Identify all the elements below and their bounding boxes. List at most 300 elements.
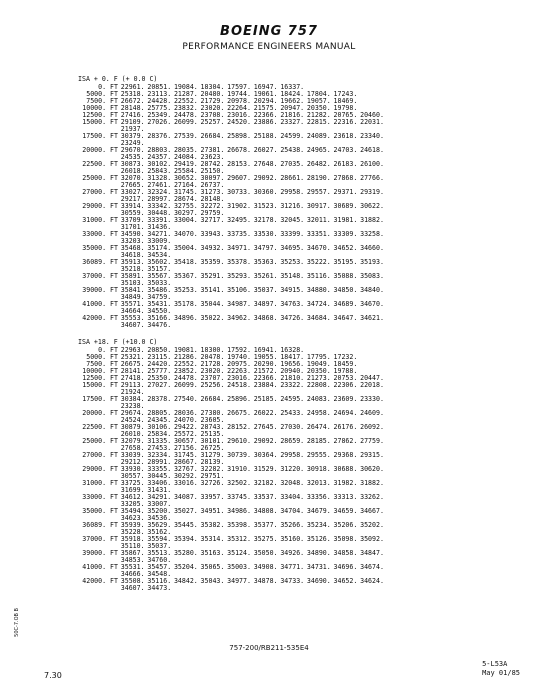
table-cell: 32726. — [200, 479, 225, 487]
table-cell: 35567. — [147, 272, 172, 280]
table-cell: 35228. — [120, 528, 145, 536]
table-cell: 26018. — [120, 167, 145, 175]
table-cell: 35867. — [120, 549, 145, 557]
table-cell: 19740. — [227, 353, 251, 361]
table-cell: 34759. — [147, 293, 172, 301]
table-cell: 31436. — [147, 223, 172, 231]
table-cell: 34951. — [200, 507, 225, 515]
table-cell: 24694. — [333, 409, 358, 417]
table-cell: 20460. — [360, 111, 384, 119]
table-cell: 23852. — [173, 367, 198, 375]
table-cell: 28805. — [147, 409, 172, 417]
table-cell: 19788. — [333, 367, 358, 375]
table-cell: 34473. — [147, 584, 172, 592]
table-cell: 21728. — [200, 360, 225, 368]
table-cell: 35103. — [120, 279, 145, 287]
isa-condition-label: ISA +18. F (+10.0 C) — [78, 338, 158, 346]
table-cell: 32070. — [120, 174, 145, 182]
table-cell: 31529. — [253, 465, 278, 473]
table-cell: 34915. — [280, 286, 305, 294]
table-cell: 35291. — [200, 272, 225, 280]
table-cell: 35092. — [360, 535, 384, 543]
table-cell: 35531. — [120, 563, 145, 571]
table-cell: 25135. — [200, 430, 225, 438]
table-cell: 20850. — [147, 346, 172, 354]
table-cell: 27766. — [360, 174, 384, 182]
table-cell: 25321. — [120, 353, 145, 361]
table-cell: 29212. — [120, 458, 145, 466]
table-cell: 31216. — [280, 202, 305, 210]
table-cell: 23322. — [280, 381, 305, 389]
table-cell: 24070. — [173, 416, 198, 424]
table-cell: 34897. — [253, 300, 278, 308]
table-cell: 34550. — [147, 307, 172, 315]
table-cell: 34695. — [280, 244, 305, 252]
table-cell: 35841. — [120, 286, 145, 294]
table-cell: 35314. — [200, 535, 225, 543]
table-cell: 34674. — [360, 563, 384, 571]
table-cell: 35234. — [306, 521, 331, 529]
table-cell: 30733. — [227, 188, 251, 196]
table-cell: 19662. — [280, 97, 305, 105]
table-cell: 16941. — [253, 346, 278, 354]
table-cell: 26099. — [173, 381, 198, 389]
table-cell: 21937. — [120, 125, 145, 133]
table-cell: 33537. — [253, 493, 278, 501]
table-cell: 28152. — [227, 423, 251, 431]
table-cell: 33745. — [227, 493, 251, 501]
table-cell: 30620. — [360, 465, 384, 473]
table-cell: 34607. — [120, 584, 145, 592]
table-cell: 20294. — [253, 97, 278, 105]
table-cell: 23618. — [333, 132, 358, 140]
table-cell: 34291. — [147, 493, 172, 501]
table-cell: 23609. — [333, 395, 358, 403]
table-cell: 35141. — [200, 286, 225, 294]
altitude-label: 27000. FT — [82, 188, 118, 196]
table-cell: 33399. — [280, 230, 305, 238]
page-number-left: 7.30 — [44, 671, 62, 680]
table-cell: 35106. — [227, 286, 251, 294]
table-cell: 29422. — [173, 423, 198, 431]
table-cell: 26474. — [306, 423, 331, 431]
table-cell: 30873. — [120, 160, 145, 168]
table-cell: 27461. — [147, 181, 172, 189]
table-cell: 34977. — [227, 577, 251, 585]
table-cell: 32048. — [280, 479, 305, 487]
table-cell: 32502. — [227, 479, 251, 487]
table-cell: 35162. — [147, 528, 172, 536]
table-cell: 22316. — [333, 118, 358, 126]
table-cell: 26100. — [360, 160, 384, 168]
table-cell: 34666. — [120, 570, 145, 578]
table-cell: 29557. — [306, 188, 331, 196]
table-cell: 26737. — [200, 181, 225, 189]
table-cell: 29113. — [120, 381, 145, 389]
table-cell: 23327. — [280, 118, 305, 126]
table-cell: 35280. — [173, 549, 198, 557]
table-cell: 33957. — [200, 493, 225, 501]
table-cell: 22264. — [227, 104, 251, 112]
table-cell: 22552. — [173, 97, 198, 105]
table-cell: 32334. — [147, 451, 172, 459]
table-cell: 30364. — [253, 451, 278, 459]
table-cell: 35629. — [147, 521, 172, 529]
table-cell: 33406. — [147, 479, 172, 487]
table-cell: 35457. — [147, 563, 172, 571]
table-cell: 34536. — [147, 514, 172, 522]
altitude-label: 31000. FT — [82, 479, 118, 487]
table-cell: 21924. — [120, 388, 145, 396]
table-cell: 25896. — [227, 395, 251, 403]
table-cell: 27035. — [280, 160, 305, 168]
table-cell: 29674. — [120, 409, 145, 417]
manual-title: PERFORMANCE ENGINEERS MANUAL — [182, 42, 356, 52]
altitude-label: 36089. FT — [82, 258, 118, 266]
table-cell: 33355. — [147, 465, 172, 473]
altitude-label: 37000. FT — [82, 535, 118, 543]
table-cell: 29607. — [227, 174, 251, 182]
table-cell: 31699. — [120, 486, 145, 494]
altitude-label: 25000. FT — [82, 174, 118, 182]
table-cell: 33039. — [120, 451, 145, 459]
altitude-label: 15000. FT — [82, 118, 118, 126]
table-cell: 23708. — [200, 111, 225, 119]
table-cell: 27862. — [333, 437, 358, 445]
table-cell: 25834. — [147, 430, 172, 438]
table-cell: 23115. — [147, 353, 172, 361]
table-cell: 29319. — [360, 188, 384, 196]
table-cell: 26482. — [306, 160, 331, 168]
table-cell: 22963. — [120, 346, 145, 354]
table-cell: 17804. — [306, 90, 331, 98]
table-cell: 35126. — [306, 535, 331, 543]
table-cell: 26027. — [253, 146, 278, 154]
altitude-label — [78, 322, 118, 329]
table-cell: 23707. — [200, 374, 225, 382]
altitude-label: 25000. FT — [82, 437, 118, 445]
table-cell: 34971. — [227, 244, 251, 252]
table-cell: 28036. — [173, 409, 198, 417]
table-cell: 34858. — [333, 549, 358, 557]
table-cell: 18304. — [200, 83, 225, 91]
table-cell: 25256. — [200, 381, 225, 389]
altitude-label: 10000. FT — [82, 367, 118, 375]
table-cell: 33914. — [120, 202, 145, 210]
table-cell: 34621. — [360, 314, 384, 322]
table-cell: 35098. — [333, 535, 358, 543]
table-cell: 24420. — [147, 360, 172, 368]
table-cell: 23832. — [173, 104, 198, 112]
table-cell: 27648. — [253, 160, 278, 168]
altitude-label: 20000. FT — [82, 409, 118, 417]
table-cell: 29092. — [253, 174, 278, 182]
table-cell: 25350. — [147, 374, 172, 382]
table-cell: 28185. — [306, 437, 331, 445]
table-cell: 27418. — [120, 374, 145, 382]
table-cell: 34271. — [147, 230, 172, 238]
table-cell: 24524. — [120, 416, 145, 424]
table-cell: 18300. — [200, 346, 225, 354]
table-cell: 35553. — [120, 314, 145, 322]
table-cell: 29670. — [120, 146, 145, 154]
revision-date: May 01/85 — [482, 669, 520, 677]
table-cell: 35431. — [147, 300, 172, 308]
altitude-label: 39000. FT — [82, 549, 118, 557]
table-cell: 25188. — [253, 132, 278, 140]
altitude-label: 33000. FT — [82, 230, 118, 238]
altitude-label: 10000. FT — [82, 104, 118, 112]
table-cell: 32045. — [280, 216, 305, 224]
table-cell: 35367. — [173, 272, 198, 280]
table-cell: 32324. — [147, 188, 172, 196]
table-cell: 34986. — [227, 507, 251, 515]
table-cell: 24958. — [306, 409, 331, 417]
table-cell: 34670. — [306, 244, 331, 252]
table-cell: 17795. — [306, 353, 331, 361]
table-cell: 27453. — [147, 444, 172, 452]
table-cell: 26010. — [120, 430, 145, 438]
table-cell: 22808. — [306, 381, 331, 389]
table-cell: 35033. — [147, 279, 172, 287]
table-cell: 35398. — [227, 521, 251, 529]
table-cell: 34908. — [253, 563, 278, 571]
table-cell: 34548. — [147, 570, 172, 578]
page-id-block — [482, 660, 520, 678]
table-cell: 24345. — [147, 416, 172, 424]
table-cell: 31431. — [147, 486, 172, 494]
table-cell: 34731. — [306, 563, 331, 571]
table-cell: 34850. — [333, 286, 358, 294]
table-cell: 24520. — [227, 118, 251, 126]
table-cell: 21575. — [253, 104, 278, 112]
table-cell: 25843. — [147, 167, 172, 175]
table-cell: 24595. — [280, 395, 305, 403]
table-cell: 28674. — [173, 195, 198, 203]
table-cell: 35266. — [280, 521, 305, 529]
altitude-label: 41000. FT — [82, 563, 118, 571]
table-cell: 33725. — [120, 479, 145, 487]
table-cell: 35253. — [173, 286, 198, 294]
table-cell: 33027. — [120, 188, 145, 196]
table-cell: 30101. — [200, 437, 225, 445]
table-cell: 34624. — [360, 577, 384, 585]
table-cell: 26725. — [200, 444, 225, 452]
altitude-label: 12500. FT — [82, 374, 118, 382]
table-cell: 20978. — [227, 97, 251, 105]
table-cell: 26684. — [200, 395, 225, 403]
table-cell: 31335. — [147, 437, 172, 445]
table-cell: 28991. — [147, 458, 172, 466]
altitude-label: 0. FT — [98, 346, 118, 354]
table-cell: 29217. — [120, 195, 145, 203]
table-cell: 34664. — [120, 307, 145, 315]
table-cell: 35206. — [333, 521, 358, 529]
table-cell: 27381. — [200, 146, 225, 154]
table-cell: 34842. — [173, 577, 198, 585]
table-cell: 34070. — [173, 230, 198, 238]
table-cell: 25898. — [227, 132, 251, 140]
table-cell: 35003. — [227, 563, 251, 571]
table-cell: 29315. — [360, 451, 384, 459]
table-cell: 31882. — [360, 479, 384, 487]
table-cell: 26678. — [227, 146, 251, 154]
table-cell: 30297. — [173, 209, 198, 217]
table-cell: 20851. — [147, 83, 172, 91]
table-cell: 35594. — [147, 535, 172, 543]
table-cell: 32079. — [120, 437, 145, 445]
table-cell: 34476. — [147, 321, 172, 329]
table-cell: 24083. — [306, 395, 331, 403]
table-cell: 29555. — [306, 451, 331, 459]
table-cell: 23605. — [200, 416, 225, 424]
table-cell: 35160. — [280, 535, 305, 543]
table-cell: 31982. — [333, 479, 358, 487]
table-cell: 24084. — [173, 153, 198, 161]
table-cell: 29419. — [173, 160, 198, 168]
table-cell: 33404. — [280, 493, 305, 501]
table-cell: 30557. — [120, 472, 145, 480]
table-cell: 35359. — [200, 258, 225, 266]
table-cell: 25185. — [253, 395, 278, 403]
table-cell: 25584. — [173, 167, 198, 175]
table-cell: 21572. — [253, 367, 278, 375]
altitude-label: 42000. FT — [82, 577, 118, 585]
table-cell: 21282. — [306, 111, 331, 119]
table-cell: 31910. — [227, 465, 251, 473]
table-cell: 22961. — [120, 83, 145, 91]
table-cell: 25572. — [173, 430, 198, 438]
table-cell: 23016. — [227, 374, 251, 382]
table-cell: 34607. — [120, 321, 145, 329]
table-cell: 34679. — [306, 507, 331, 515]
table-cell: 35913. — [120, 258, 145, 266]
table-cell: 19081. — [173, 346, 198, 354]
table-cell: 25150. — [200, 167, 225, 175]
table-cell: 34696. — [333, 563, 358, 571]
table-cell: 34890. — [306, 549, 331, 557]
table-cell: 23016. — [227, 111, 251, 119]
table-cell: 34840. — [360, 286, 384, 294]
table-cell: 28661. — [280, 174, 305, 182]
table-cell: 35083. — [360, 272, 384, 280]
table-cell: 35202. — [360, 521, 384, 529]
table-cell: 29759. — [200, 209, 225, 217]
table-cell: 22018. — [360, 381, 384, 389]
table-cell: 25775. — [147, 104, 172, 112]
table-cell: 18459. — [333, 360, 358, 368]
table-cell: 27868. — [333, 174, 358, 182]
table-cell: 33943. — [200, 230, 225, 238]
table-cell: 24478. — [173, 374, 198, 382]
altitude-label: 29000. FT — [82, 465, 118, 473]
table-cell: 30292. — [173, 472, 198, 480]
table-cell: 27539. — [173, 132, 198, 140]
table-cell: 28667. — [173, 458, 198, 466]
table-cell: 20947. — [280, 104, 305, 112]
table-cell: 35486. — [147, 286, 172, 294]
table-cell: 35204. — [173, 563, 198, 571]
table-cell: 23249. — [120, 139, 145, 147]
table-cell: 35468. — [120, 244, 145, 252]
table-cell: 35195. — [333, 258, 358, 266]
table-cell: 34590. — [120, 230, 145, 238]
altitude-label: 37000. FT — [82, 272, 118, 280]
table-cell: 34724. — [306, 300, 331, 308]
altitude-label: 33000. FT — [82, 493, 118, 501]
table-cell: 32495. — [227, 216, 251, 224]
table-cell: 25777. — [147, 367, 172, 375]
table-cell: 28803. — [147, 146, 172, 154]
table-cell: 34660. — [360, 244, 384, 252]
table-cell: 19061. — [253, 90, 278, 98]
altitude-label: 27000. FT — [82, 451, 118, 459]
table-cell: 35157. — [147, 265, 172, 273]
table-cell: 24965. — [306, 146, 331, 154]
table-cell: 21810. — [280, 374, 305, 382]
table-cell: 22815. — [306, 118, 331, 126]
table-cell: 35363. — [253, 258, 278, 266]
table-cell: 34534. — [147, 251, 172, 259]
table-cell: 28153. — [227, 160, 251, 168]
table-cell: 19055. — [253, 353, 278, 361]
altitude-label: 12500. FT — [82, 111, 118, 119]
table-cell: 20447. — [360, 374, 384, 382]
table-cell: 31279. — [200, 451, 225, 459]
table-cell: 35571. — [120, 300, 145, 308]
table-cell: 35382. — [200, 521, 225, 529]
table-cell: 34987. — [227, 300, 251, 308]
altitude-label: 35000. FT — [82, 244, 118, 252]
table-cell: 33930. — [120, 465, 145, 473]
table-cell: 28743. — [200, 423, 225, 431]
table-cell: 34670. — [360, 300, 384, 308]
table-cell: 27416. — [120, 111, 145, 119]
table-cell: 26022. — [253, 409, 278, 417]
table-cell: 35261. — [253, 272, 278, 280]
table-cell: 20480. — [200, 90, 225, 98]
table-cell: 30106. — [147, 423, 172, 431]
table-cell: 32178. — [253, 216, 278, 224]
table-cell: 27156. — [173, 444, 198, 452]
altitude-label: 20000. FT — [82, 146, 118, 154]
table-cell: 27027. — [147, 381, 172, 389]
table-cell: 35508. — [120, 577, 145, 585]
table-cell: 26092. — [360, 423, 384, 431]
table-cell: 33203. — [120, 237, 145, 245]
table-cell: 23340. — [360, 132, 384, 140]
table-cell: 35218. — [120, 265, 145, 273]
table-cell: 29958. — [280, 451, 305, 459]
table-cell: 26176. — [333, 423, 358, 431]
table-cell: 21729. — [200, 97, 225, 105]
table-cell: 33262. — [360, 493, 384, 501]
table-cell: 21816. — [280, 111, 305, 119]
table-cell: 33004. — [173, 216, 198, 224]
table-cell: 35110. — [120, 542, 145, 550]
table-cell: 33530. — [253, 230, 278, 238]
table-cell: 20753. — [333, 374, 358, 382]
table-cell: 24618. — [360, 146, 384, 154]
table-cell: 35163. — [200, 549, 225, 557]
table-cell: 25318. — [120, 90, 145, 98]
table-cell: 30379. — [120, 132, 145, 140]
table-cell: 25257. — [200, 118, 225, 126]
table-cell: 29958. — [280, 188, 305, 196]
table-cell: 28659. — [280, 437, 305, 445]
table-cell: 28035. — [173, 146, 198, 154]
table-cell: 31981. — [333, 216, 358, 224]
